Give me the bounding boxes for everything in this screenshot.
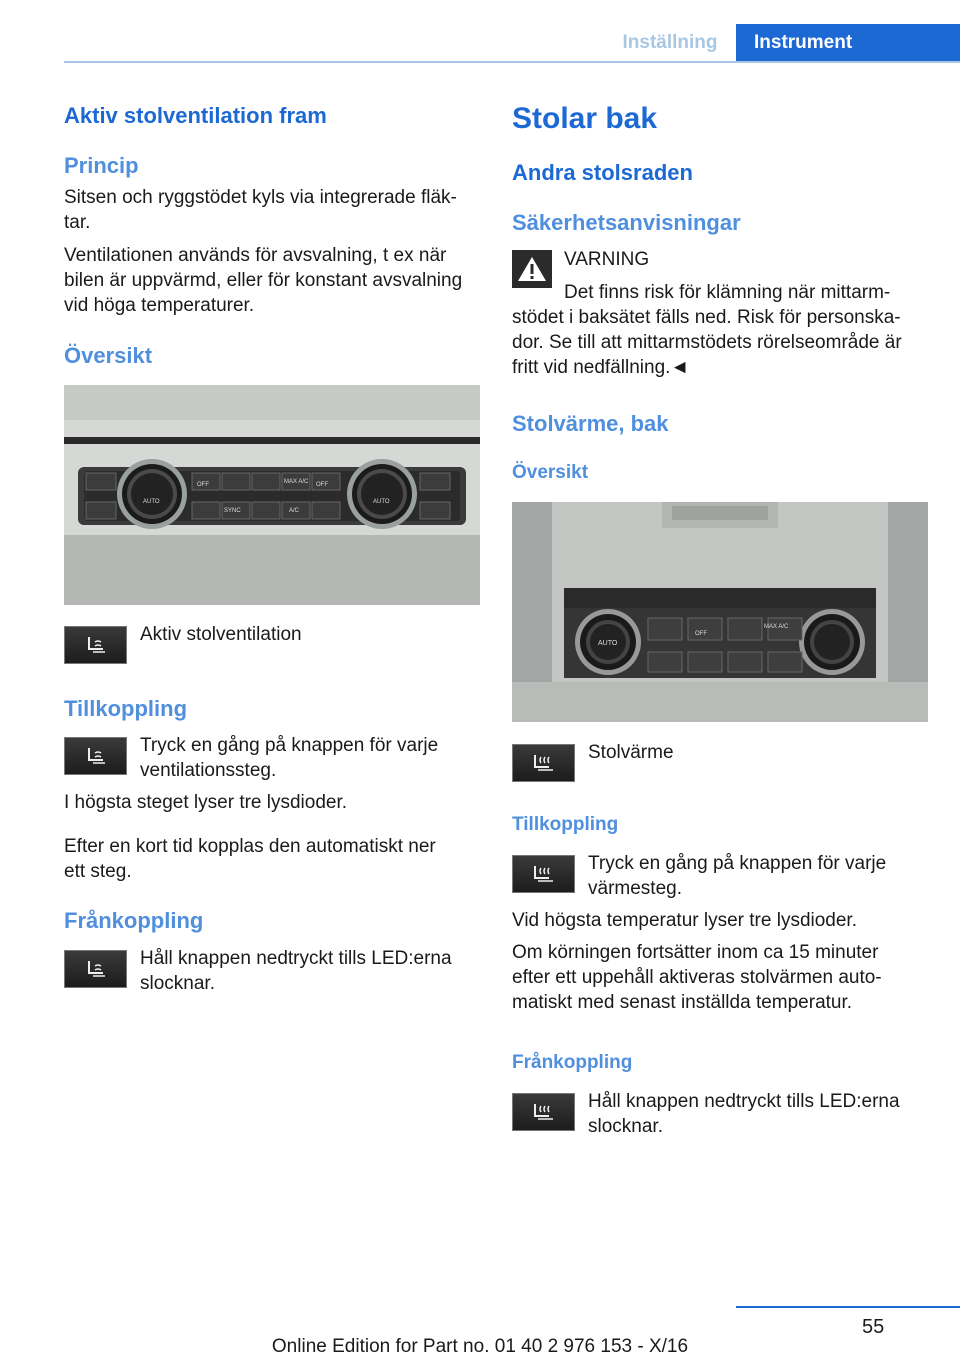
panel-label-off-right: OFF: [316, 482, 328, 488]
seat-heating-icon: [512, 744, 575, 782]
panel-label-max-ac: MAX A/C: [284, 479, 309, 485]
seat-heating-icon: [512, 855, 575, 893]
switch-on-step-a-left: Tryck en gång på knappen för varje: [140, 735, 439, 756]
seat-ventilation-icon: [64, 626, 127, 664]
section-title-front-ventilation: Aktiv stolventilation fram: [64, 103, 327, 128]
heading-second-row: Andra stolsraden: [512, 160, 693, 185]
section-title-rear-seats: Stolar bak: [512, 102, 658, 135]
heading-switch-off-right: Frånkoppling: [512, 1052, 633, 1073]
switch-on-text-2a-left: Efter en kort tid kopplas den automatiskt ner: [64, 836, 436, 857]
warning-icon: [512, 250, 552, 288]
tab-instruments[interactable]: Instrument: [736, 24, 960, 62]
principle-text-2a: Ventilationen används för avsvalning, t ex när: [64, 245, 447, 266]
heading-overview-right: Översikt: [512, 462, 589, 483]
heading-overview-left: Översikt: [64, 343, 153, 368]
panel-label-auto-right: AUTO: [373, 499, 390, 505]
principle-text-2b: bilen är uppvärmd, eller för konstant avsvalning: [64, 270, 463, 291]
principle-text-1a: Sitsen och ryggstödet kyls via integrerade fläk-: [64, 187, 457, 208]
panel-label-ac: A/C: [289, 508, 300, 514]
switch-off-step-b-right: slocknar.: [588, 1116, 663, 1137]
rear-climate-panel-photo: [512, 502, 928, 722]
rear-panel-label-auto: AUTO: [598, 640, 618, 647]
switch-on-text-2a-right: Om körningen fortsätter inom ca 15 minuter: [512, 942, 879, 963]
switch-on-step-b-left: ventilationssteg.: [140, 760, 277, 781]
warning-text-a: Det finns risk för klämning när mittarm-: [564, 282, 891, 303]
switch-on-text-1-right: Vid högsta temperatur lyser tre lysdioder.: [512, 910, 857, 931]
heading-switch-off-left: Frånkoppling: [64, 908, 204, 933]
front-climate-panel-photo: [64, 385, 480, 605]
switch-on-text-2b-left: ett steg.: [64, 861, 132, 882]
heading-rear-seat-heating: Stolvärme, bak: [512, 411, 669, 436]
switch-off-step-a-right: Håll knappen nedtryckt tills LED:erna: [588, 1091, 900, 1112]
rear-panel-label-off: OFF: [695, 631, 707, 637]
seat-ventilation-icon: [64, 950, 127, 988]
switch-on-step-b-right: värmesteg.: [588, 878, 682, 899]
switch-on-text-2b-right: efter ett uppehåll aktiveras stolvärmen auto-: [512, 967, 882, 988]
warning-label: VARNING: [564, 249, 650, 270]
caption-seat-heating: Stolvärme: [588, 742, 674, 763]
panel-label-auto-left: AUTO: [143, 499, 160, 505]
seat-heating-icon: [512, 1093, 575, 1131]
rear-panel-label-max-ac: MAX A/C: [764, 624, 789, 630]
switch-off-step-a-left: Håll knappen nedtryckt tills LED:erna: [140, 948, 452, 969]
tab-settings[interactable]: Inställning: [622, 32, 718, 53]
principle-text-2c: vid höga temperaturer.: [64, 295, 255, 316]
edition-footer: Online Edition for Part no. 01 40 2 976 153 - X/16: [271, 1336, 689, 1357]
header-rule: [64, 61, 960, 63]
warning-text-b: stödet i baksätet fälls ned. Risk för personska-: [512, 307, 901, 328]
footer-rule: [736, 1306, 960, 1308]
warning-text-d: fritt vid nedfällning.◄: [512, 357, 690, 378]
panel-label-off-left: OFF: [197, 482, 209, 488]
heading-switch-on-right: Tillkoppling: [512, 814, 619, 835]
switch-on-text-2c-right: matiskt med senast inställda temperatur.: [512, 992, 853, 1013]
heading-switch-on-left: Tillkoppling: [64, 696, 188, 721]
seat-ventilation-icon: [64, 737, 127, 775]
heading-safety: Säkerhetsanvisningar: [512, 210, 741, 235]
page-number: 55: [862, 1316, 885, 1338]
switch-off-step-b-left: slocknar.: [140, 973, 215, 994]
switch-on-text-1-left: I högsta steget lyser tre lysdioder.: [64, 792, 348, 813]
caption-seat-ventilation: Aktiv stolventilation: [140, 624, 302, 645]
heading-principle: Princip: [64, 153, 139, 178]
warning-text-c: dor. Se till att mittarmstödets rörelseområde är: [512, 332, 902, 353]
switch-on-step-a-right: Tryck en gång på knappen för varje: [588, 853, 887, 874]
principle-text-1b: tar.: [64, 212, 91, 233]
panel-label-sync: SYNC: [224, 508, 241, 514]
